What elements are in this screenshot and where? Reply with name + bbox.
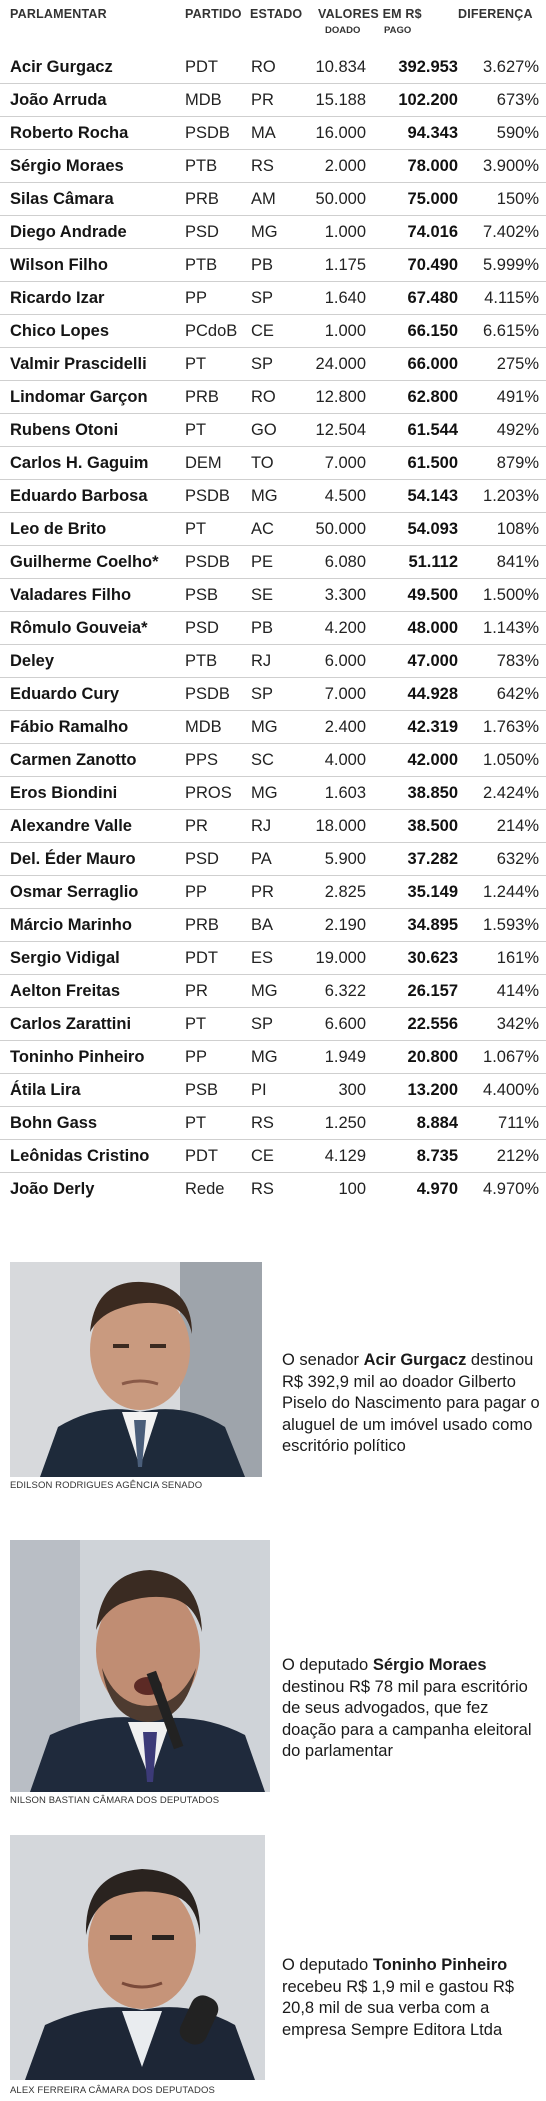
table-row [0, 744, 546, 777]
cell-partido: PSB [185, 586, 219, 604]
cell-partido: PTB [185, 157, 218, 175]
table-row [0, 1041, 546, 1074]
cell-parlamentar: Eduardo Barbosa [10, 487, 148, 505]
cell-parlamentar: Deley [10, 652, 55, 670]
cell-diferenca: 150% [496, 190, 539, 208]
cell-partido: PSD [185, 619, 219, 637]
cell-diferenca: 6.615% [483, 322, 539, 340]
cell-partido: PDT [185, 58, 218, 76]
cell-doado: 1.640 [324, 289, 366, 307]
cell-pago: 37.282 [407, 850, 458, 868]
cell-estado: ES [251, 949, 274, 967]
cell-parlamentar: Valmir Prascidelli [10, 355, 147, 373]
cell-pago: 47.000 [407, 652, 458, 670]
profile-toninho-pinheiro [0, 1835, 546, 2101]
table-row [0, 51, 546, 84]
cell-diferenca: 2.424% [483, 784, 539, 802]
cell-estado: TO [251, 454, 274, 472]
cell-partido: PCdoB [185, 322, 238, 340]
cell-diferenca: 1.593% [483, 916, 539, 934]
cell-parlamentar: Leo de Brito [10, 520, 107, 538]
cell-pago: 42.000 [407, 751, 458, 769]
table-row [0, 942, 546, 975]
profile-caption [282, 1655, 544, 1763]
cell-doado: 2.190 [324, 916, 366, 934]
cell-doado: 1.175 [324, 256, 366, 274]
cell-pago: 30.623 [407, 949, 458, 967]
header-valores: VALORES EM R$ [318, 7, 422, 21]
cell-estado: AM [251, 190, 276, 208]
profile-acir-gurgacz [0, 1240, 546, 1500]
cell-doado: 2.825 [324, 883, 366, 901]
cell-pago: 66.150 [407, 322, 458, 340]
table-row [0, 843, 546, 876]
caption-text: destinou R$ 78 mil para escritório de seus advogados, que fez doação para a campanha eleitoral do parlamentar [282, 1677, 532, 1760]
cell-diferenca: 342% [496, 1015, 539, 1033]
cell-doado: 12.800 [315, 388, 366, 406]
cell-estado: SE [251, 586, 274, 604]
cell-partido: PT [185, 1114, 207, 1132]
cell-parlamentar: Rômulo Gouveia* [10, 619, 148, 637]
cell-estado: MG [251, 718, 278, 736]
cell-pago: 61.500 [407, 454, 458, 472]
cell-estado: RO [251, 388, 276, 406]
cell-doado: 2.400 [324, 718, 366, 736]
cell-parlamentar: Toninho Pinheiro [10, 1048, 145, 1066]
header-estado: ESTADO [250, 7, 303, 21]
cell-estado: RJ [251, 817, 272, 835]
cell-pago: 13.200 [407, 1081, 458, 1099]
cell-partido: PSDB [185, 124, 230, 142]
cell-partido: PSDB [185, 553, 230, 571]
header-parlamentar: PARLAMENTAR [10, 7, 107, 21]
cell-estado: PB [251, 619, 274, 637]
caption-name: Acir Gurgacz [363, 1351, 467, 1369]
cell-estado: SC [251, 751, 274, 769]
table-row [0, 546, 546, 579]
cell-estado: RO [251, 58, 276, 76]
cell-doado: 6.600 [324, 1015, 366, 1033]
table-row [0, 480, 546, 513]
table-row [0, 810, 546, 843]
cell-pago: 102.200 [398, 91, 458, 109]
cell-doado: 50.000 [315, 520, 366, 538]
cell-diferenca: 1.763% [483, 718, 539, 736]
cell-doado: 5.900 [324, 850, 366, 868]
cell-partido: PRB [185, 388, 219, 406]
caption-text: destinou R$ 392,9 mil ao doador Gilberto Piselo do Nascimento para pagar o aluguel de um imóvel usado como escritório político [282, 1351, 540, 1455]
table-row [0, 249, 546, 282]
cell-diferenca: 879% [496, 454, 539, 472]
table-row [0, 645, 546, 678]
caption-text: O deputado [282, 1656, 373, 1674]
cell-parlamentar: Alexandre Valle [10, 817, 132, 835]
cell-parlamentar: Wilson Filho [10, 256, 108, 274]
cell-doado: 4.129 [324, 1147, 366, 1165]
photo-credit: EDILSON RODRIGUES AGÊNCIA SENADO [10, 1480, 203, 1491]
cell-estado: CE [251, 1147, 274, 1165]
table-row [0, 777, 546, 810]
cell-estado: PA [251, 850, 272, 868]
cell-estado: PB [251, 256, 274, 274]
table-row [0, 282, 546, 315]
cell-diferenca: 642% [496, 685, 539, 703]
table-header [0, 0, 546, 45]
cell-estado: MG [251, 1048, 278, 1066]
cell-pago: 49.500 [407, 586, 458, 604]
table-row [0, 876, 546, 909]
table-row [0, 348, 546, 381]
cell-pago: 26.157 [407, 982, 458, 1000]
cell-partido: PP [185, 883, 208, 901]
cell-diferenca: 590% [496, 124, 539, 142]
cell-doado: 6.322 [324, 982, 366, 1000]
cell-doado: 1.250 [324, 1114, 366, 1132]
cell-partido: PT [185, 421, 207, 439]
cell-doado: 2.000 [324, 157, 366, 175]
table-row [0, 513, 546, 546]
cell-diferenca: 1.143% [483, 619, 539, 637]
cell-diferenca: 108% [496, 520, 539, 538]
cell-doado: 6.080 [324, 553, 366, 571]
cell-estado: MA [251, 124, 276, 142]
cell-pago: 44.928 [407, 685, 458, 703]
cell-partido: PRB [185, 190, 219, 208]
table-body [0, 51, 546, 1206]
cell-diferenca: 711% [498, 1114, 539, 1132]
cell-partido: PROS [185, 784, 232, 802]
cell-diferenca: 275% [496, 355, 539, 373]
table-row [0, 117, 546, 150]
header-diferenca: DIFERENÇA [458, 7, 533, 21]
cell-pago: 51.112 [408, 553, 458, 571]
portrait-photo [10, 1262, 262, 1477]
cell-estado: SP [251, 1015, 274, 1033]
cell-partido: PT [185, 355, 207, 373]
cell-pago: 38.500 [407, 817, 458, 835]
cell-partido: PP [185, 1048, 208, 1066]
cell-parlamentar: Valadares Filho [10, 586, 132, 604]
cell-diferenca: 1.500% [483, 586, 539, 604]
cell-estado: RS [251, 157, 274, 175]
cell-diferenca: 491% [496, 388, 539, 406]
cell-parlamentar: Chico Lopes [10, 322, 110, 340]
cell-doado: 50.000 [315, 190, 366, 208]
cell-pago: 22.556 [407, 1015, 458, 1033]
cell-partido: DEM [185, 454, 222, 472]
cell-doado: 100 [338, 1180, 366, 1198]
cell-partido: PSD [185, 223, 219, 241]
cell-doado: 3.300 [324, 586, 366, 604]
cell-parlamentar: Eros Biondini [10, 784, 118, 802]
cell-pago: 61.544 [407, 421, 458, 439]
cell-estado: RS [251, 1180, 274, 1198]
cell-parlamentar: Lindomar Garçon [10, 388, 148, 406]
table-row [0, 414, 546, 447]
cell-doado: 15.188 [315, 91, 366, 109]
cell-partido: PT [185, 1015, 207, 1033]
cell-partido: PSB [185, 1081, 219, 1099]
cell-parlamentar: Leônidas Cristino [10, 1147, 150, 1165]
header-partido: PARTIDO [185, 7, 242, 21]
table-row [0, 381, 546, 414]
cell-doado: 18.000 [315, 817, 366, 835]
cell-doado: 10.834 [315, 58, 366, 76]
cell-doado: 7.000 [324, 685, 366, 703]
cell-parlamentar: Fábio Ramalho [10, 718, 129, 736]
cell-estado: PR [251, 91, 274, 109]
cell-parlamentar: Carmen Zanotto [10, 751, 137, 769]
cell-estado: MG [251, 223, 278, 241]
table-row [0, 1173, 546, 1206]
table-row [0, 183, 546, 216]
header-doado: DOADO [325, 25, 361, 36]
caption-name: Toninho Pinheiro [372, 1956, 508, 1974]
cell-estado: PI [251, 1081, 267, 1099]
table-row [0, 216, 546, 249]
cell-diferenca: 4.970% [483, 1180, 539, 1198]
table-row [0, 909, 546, 942]
table-row [0, 975, 546, 1008]
cell-pago: 62.800 [407, 388, 458, 406]
caption-text: O deputado [282, 1956, 373, 1974]
cell-parlamentar: Márcio Marinho [10, 916, 132, 934]
cell-diferenca: 212% [496, 1147, 539, 1165]
cell-estado: PR [251, 883, 274, 901]
profile-sergio-moraes [0, 1535, 546, 1806]
cell-estado: SP [251, 685, 274, 703]
cell-estado: PE [251, 553, 274, 571]
cell-parlamentar: João Derly [10, 1180, 95, 1198]
cell-diferenca: 3.900% [483, 157, 539, 175]
cell-estado: SP [251, 289, 274, 307]
cell-parlamentar: Diego Andrade [10, 223, 127, 241]
portrait-photo [10, 1835, 265, 2080]
table-row [0, 678, 546, 711]
cell-parlamentar: Rubens Otoni [10, 421, 119, 439]
cell-partido: Rede [185, 1180, 225, 1198]
cell-parlamentar: Sérgio Moraes [10, 157, 124, 175]
cell-pago: 70.490 [407, 256, 458, 274]
cell-pago: 8.884 [416, 1114, 458, 1132]
cell-estado: AC [251, 520, 274, 538]
cell-pago: 78.000 [407, 157, 458, 175]
photo-credit: NILSON BASTIAN CÂMARA DOS DEPUTADOS [10, 1795, 220, 1806]
cell-diferenca: 1.244% [483, 883, 539, 901]
cell-diferenca: 1.050% [483, 751, 539, 769]
cell-doado: 19.000 [315, 949, 366, 967]
cell-diferenca: 783% [496, 652, 539, 670]
cell-pago: 38.850 [407, 784, 458, 802]
cell-estado: MG [251, 982, 278, 1000]
cell-parlamentar: João Arruda [10, 91, 107, 109]
cell-estado: CE [251, 322, 274, 340]
cell-partido: PTB [185, 652, 218, 670]
cell-doado: 24.000 [315, 355, 366, 373]
caption-text: recebeu R$ 1,9 mil e gastou R$ 20,8 mil de sua verba com a empresa Sempre Editora Ltda [282, 1977, 515, 2039]
cell-doado: 4.000 [324, 751, 366, 769]
caption-text: O senador [282, 1351, 364, 1369]
cell-diferenca: 492% [496, 421, 539, 439]
table-row [0, 711, 546, 744]
cell-parlamentar: Acir Gurgacz [10, 58, 113, 76]
table-row [0, 84, 546, 117]
cell-partido: MDB [185, 718, 222, 736]
cell-diferenca: 632% [496, 850, 539, 868]
table-row [0, 1008, 546, 1041]
cell-pago: 35.149 [407, 883, 458, 901]
cell-partido: PSDB [185, 487, 230, 505]
cell-diferenca: 4.115% [484, 289, 539, 307]
cell-estado: MG [251, 487, 278, 505]
cell-partido: PP [185, 289, 208, 307]
photo-credit: ALEX FERREIRA CÂMARA DOS DEPUTADOS [10, 2085, 215, 2096]
cell-partido: PDT [185, 949, 218, 967]
table-row [0, 1107, 546, 1140]
portrait-photo [10, 1540, 270, 1792]
caption-name: Sérgio Moraes [372, 1656, 487, 1674]
cell-parlamentar: Átila Lira [10, 1081, 81, 1099]
cell-partido: PR [185, 982, 208, 1000]
cell-pago: 42.319 [407, 718, 458, 736]
cell-partido: PT [185, 520, 207, 538]
cell-partido: PSD [185, 850, 219, 868]
cell-partido: MDB [185, 91, 222, 109]
cell-partido: PPS [185, 751, 219, 769]
cell-parlamentar: Aelton Freitas [10, 982, 121, 1000]
cell-doado: 7.000 [324, 454, 366, 472]
cell-diferenca: 7.402% [483, 223, 539, 241]
cell-pago: 54.093 [407, 520, 458, 538]
cell-partido: PSDB [185, 685, 230, 703]
cell-pago: 94.343 [407, 124, 458, 142]
cell-doado: 1.949 [324, 1048, 366, 1066]
table-row [0, 447, 546, 480]
cell-parlamentar: Eduardo Cury [10, 685, 120, 703]
cell-estado: RJ [251, 652, 272, 670]
cell-pago: 74.016 [407, 223, 458, 241]
cell-estado: GO [251, 421, 277, 439]
table-row [0, 1140, 546, 1173]
cell-parlamentar: Roberto Rocha [10, 124, 129, 142]
table-row [0, 579, 546, 612]
table-row [0, 315, 546, 348]
cell-doado: 12.504 [315, 421, 366, 439]
cell-pago: 54.143 [407, 487, 458, 505]
cell-diferenca: 1.203% [483, 487, 539, 505]
cell-doado: 4.200 [324, 619, 366, 637]
table-row [0, 612, 546, 645]
cell-parlamentar: Sergio Vidigal [10, 949, 120, 967]
cell-pago: 75.000 [407, 190, 458, 208]
cell-diferenca: 214% [496, 817, 539, 835]
cell-pago: 67.480 [407, 289, 458, 307]
cell-parlamentar: Carlos H. Gaguim [10, 454, 149, 472]
cell-estado: SP [251, 355, 274, 373]
cell-diferenca: 3.627% [483, 58, 539, 76]
cell-pago: 8.735 [416, 1147, 458, 1165]
cell-parlamentar: Bohn Gass [10, 1114, 98, 1132]
cell-partido: PR [185, 817, 208, 835]
cell-doado: 16.000 [315, 124, 366, 142]
cell-doado: 4.500 [324, 487, 366, 505]
cell-doado: 6.000 [324, 652, 366, 670]
cell-doado: 1.603 [324, 784, 366, 802]
cell-parlamentar: Silas Câmara [10, 190, 114, 208]
table-row [0, 150, 546, 183]
cell-diferenca: 161% [496, 949, 539, 967]
cell-diferenca: 414% [496, 982, 539, 1000]
cell-diferenca: 1.067% [483, 1048, 539, 1066]
cell-parlamentar: Ricardo Izar [10, 289, 105, 307]
cell-doado: 300 [338, 1081, 366, 1099]
cell-estado: RS [251, 1114, 274, 1132]
profile-caption [282, 1350, 544, 1458]
cell-parlamentar: Osmar Serraglio [10, 883, 139, 901]
cell-diferenca: 673% [496, 91, 539, 109]
cell-pago: 4.970 [416, 1180, 458, 1198]
header-pago: PAGO [384, 25, 412, 36]
cell-diferenca: 4.400% [483, 1081, 539, 1099]
cell-parlamentar: Del. Éder Mauro [10, 850, 136, 868]
cell-parlamentar: Carlos Zarattini [10, 1015, 132, 1033]
cell-estado: MG [251, 784, 278, 802]
cell-pago: 66.000 [407, 355, 458, 373]
cell-pago: 392.953 [398, 58, 458, 76]
cell-diferenca: 841% [496, 553, 539, 571]
cell-pago: 20.800 [407, 1048, 458, 1066]
table-row [0, 1074, 546, 1107]
cell-partido: PRB [185, 916, 219, 934]
cell-pago: 34.895 [407, 916, 458, 934]
cell-partido: PDT [185, 1147, 218, 1165]
cell-pago: 48.000 [407, 619, 458, 637]
cell-partido: PTB [185, 256, 218, 274]
cell-doado: 1.000 [324, 223, 366, 241]
cell-parlamentar: Guilherme Coelho* [10, 553, 159, 571]
profile-caption [282, 1955, 544, 2041]
cell-diferenca: 5.999% [483, 256, 539, 274]
cell-estado: BA [251, 916, 274, 934]
cell-doado: 1.000 [324, 322, 366, 340]
